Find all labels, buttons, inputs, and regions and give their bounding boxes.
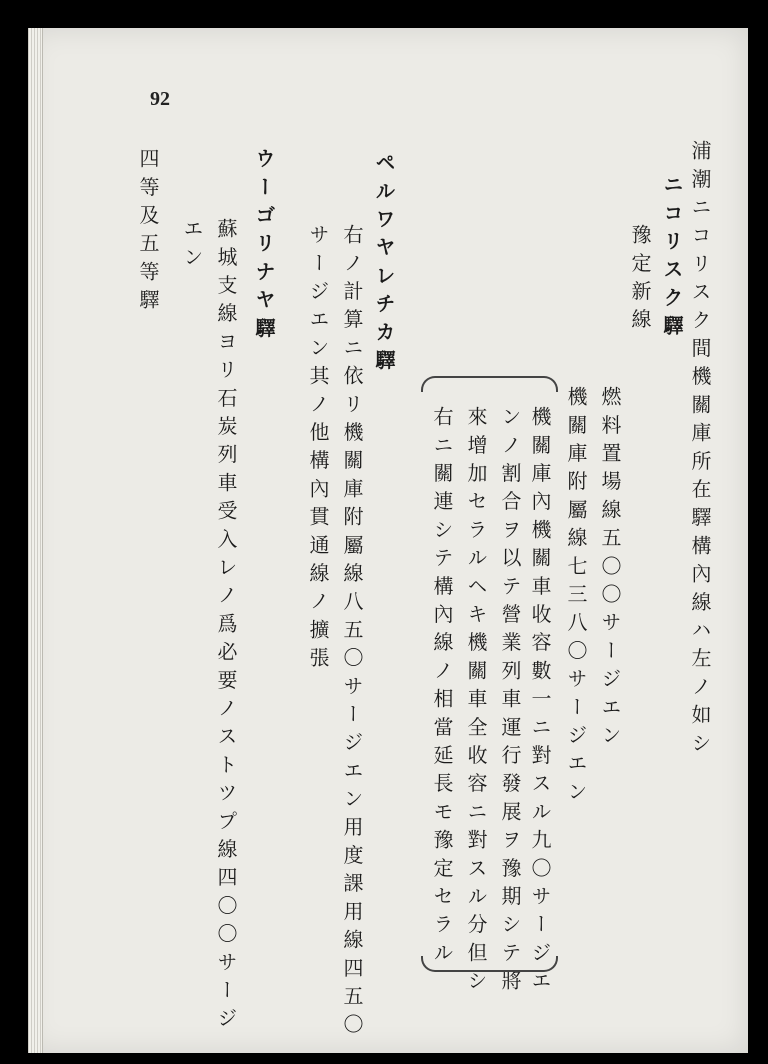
bracket-top bbox=[421, 376, 558, 392]
note-line-3: 來增加セラルヘキ機關車全收容ニ對スル分但シ bbox=[464, 406, 488, 999]
page-edge bbox=[28, 28, 43, 1053]
ugolnaya-line-1: 蘇城支線ヨリ石炭列車受入レノ爲必要ノストツプ線四〇〇サージ bbox=[214, 218, 238, 1036]
note-line-1: 機關庫內機關車收容數一ニ對スル九〇サージエ bbox=[528, 406, 552, 999]
pervaya-rechka-line-2: サージエン其ノ他構內貫通線ノ擴張 bbox=[306, 224, 330, 676]
class-4-5-stations-heading: 四等及五等驛 bbox=[136, 148, 160, 318]
note-line-4: 右ニ關連シテ構內線ノ相當延長モ豫定セラル bbox=[430, 406, 454, 970]
fuel-yard-line: 燃料置場線五〇〇サージエン bbox=[598, 386, 622, 753]
intro-line: 浦潮ニコリスク間機關庫所在驛構內線ハ左ノ如シ bbox=[688, 140, 712, 761]
depot-siding-line: 機關庫附屬線七三八〇サージエン bbox=[564, 386, 588, 809]
book-page bbox=[28, 28, 748, 1053]
page-number: 92 bbox=[150, 88, 170, 110]
station-heading-nikolsk: ニコリスク驛 bbox=[660, 174, 684, 344]
station-heading-ugolnaya: ウーゴリナヤ驛 bbox=[252, 148, 276, 346]
note-line-2: ンノ割合ヲ以テ營業列車運行發展ヲ豫期シテ將 bbox=[498, 406, 522, 999]
bracket-bottom bbox=[421, 956, 558, 972]
station-heading-pervaya-rechka: ペルワヤレチカ驛 bbox=[372, 152, 396, 378]
section-planned-new-lines: 豫定新線 bbox=[628, 224, 652, 337]
ugolnaya-line-2: エン bbox=[180, 218, 204, 275]
pervaya-rechka-line-1: 右ノ計算ニ依リ機關庫附屬線八五〇サージエン用度課用線四五〇 bbox=[340, 224, 364, 1042]
